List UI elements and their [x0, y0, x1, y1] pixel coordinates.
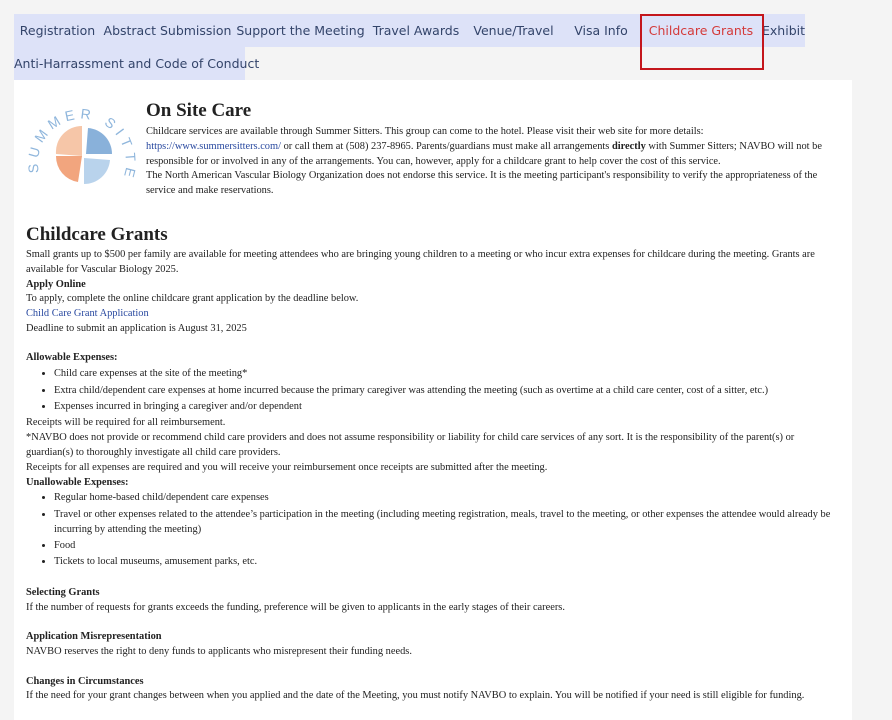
list-item: • Travel or other expenses related to the attendee’s participation in the meeting (including meeting registration, meals, travel to the meeting, or other expenses the attendee would already be incurring by attending the meeting): [54, 508, 841, 538]
main-content-panel: [14, 80, 852, 720]
onsite-line1: Childcare services are available through Summer Sitters. This group can come to the hotel. Please visit their web site for more details:: [146, 126, 704, 137]
allowable-expenses-heading: Allowable Expenses:: [26, 352, 118, 364]
childcare-grants-title: Childcare Grants: [26, 224, 168, 245]
summersitters-link[interactable]: https://www.summersitters.com/: [146, 140, 281, 152]
tab-venue-travel[interactable]: Venue/Travel: [465, 14, 562, 47]
deadline-text: Deadline to submit an application is August 31, 2025: [26, 322, 247, 334]
logo-slice-light-blue: [84, 158, 110, 184]
apply-online-heading: Apply Online: [26, 278, 86, 290]
list-item: • Extra child/dependent care expenses at home incurred because the primary caregiver was attending the meeting (such as overtime at a child care center, cost of a sitter, etc.): [54, 384, 841, 399]
navbo-note: *NAVBO does not provide or recommend child care providers and does not assume responsibility or liability for child care services of any sort. It is the responsibility of the parent(s) or guardian(s) to thoroughly investigate all child care providers.: [26, 432, 795, 458]
tab-travel-awards[interactable]: Travel Awards: [367, 14, 465, 47]
list-item: • Child care expenses at the site of the meeting*: [54, 367, 841, 382]
tab-abstract-submission[interactable]: Abstract Submission: [101, 14, 234, 47]
tab-support-the-meeting[interactable]: Support the Meeting: [234, 14, 367, 47]
unallowable-expenses-list: [26, 491, 841, 570]
onsite-after-link: or call them at (508) 237-8965. Parents/guardians must make all arrangements: [280, 140, 612, 152]
application-misrepresentation-heading: Application Misrepresentation: [26, 631, 162, 643]
allowable-expenses-list: [26, 367, 841, 415]
onsite-care-text: [146, 125, 836, 199]
logo-slice-peach: [56, 126, 82, 156]
onsite-care-title: On Site Care: [146, 100, 252, 121]
onsite-after-directly: with Summer Sitters; NAVBO will not be responsible for or involved in any of the arrangements. You can, however, apply for a childcare grant to help cover the cost of this service.: [146, 140, 822, 167]
onsite-disclaimer: The North American Vascular Biology Organization does not endorse this service. It is the meeting participant's responsibility to verify the appropriateness of the service and make reservations.: [146, 170, 818, 197]
apply-text: To apply, complete the online childcare grant application by the deadline below.: [26, 293, 359, 305]
logo-slice-orange: [56, 156, 82, 182]
childcare-grants-section: [26, 224, 841, 704]
list-item: • Expenses incurred in bringing a caregiver and/or dependent: [54, 400, 841, 415]
grants-intro: Small grants up to $500 per family are available for meeting attendees who are bringing young children to a meeting or who incur extra expenses for childcare during the meeting. Grants are available for Vascular Biology 2025.: [26, 249, 815, 275]
tab-exhibit[interactable]: Exhibit: [762, 14, 805, 47]
list-item: • Tickets to local museums, amusement parks, etc.: [54, 555, 841, 570]
application-misrepresentation-text: NAVBO reserves the right to deny funds to applicants who misrepresent their funding needs.: [26, 646, 412, 658]
tab-anti-harrassment[interactable]: Anti-Harrassment and Code of Conduct: [14, 47, 245, 80]
unallowable-expenses-heading: Unallowable Expenses:: [26, 476, 129, 488]
child-care-grant-application-link[interactable]: Child Care Grant Application: [26, 308, 149, 320]
changes-in-circumstances-heading: Changes in Circumstances: [26, 675, 144, 687]
receipts-required-text: Receipts will be required for all reimbursement.: [26, 417, 226, 429]
receipts-note: Receipts for all expenses are required and you will receive your reimbursement once receipts are submitted after the meeting.: [26, 461, 548, 473]
tab-childcare-grants[interactable]: Childcare Grants: [640, 14, 762, 47]
onsite-directly: directly: [611, 140, 646, 152]
tab-registration[interactable]: Registration: [14, 14, 101, 47]
list-item: • Food: [54, 539, 841, 554]
logo-slice-blue: [86, 128, 112, 154]
tab-visa-info[interactable]: Visa Info: [562, 14, 640, 47]
list-item: • Regular home-based child/dependent care expenses: [54, 491, 841, 506]
selecting-grants-heading: Selecting Grants: [26, 587, 100, 599]
summer-sitters-logo: [26, 98, 136, 198]
changes-in-circumstances-text: If the need for your grant changes between when you applied and the date of the Meeting, you must notify NAVBO to explain. You will be notified if your need is still eligible for funding.: [26, 690, 805, 702]
logo-text: SUMMER SIT: [26, 105, 136, 174]
selecting-grants-text: If the number of requests for grants exceeds the funding, preference will be given to applicants in the early stages of their careers.: [26, 602, 565, 614]
